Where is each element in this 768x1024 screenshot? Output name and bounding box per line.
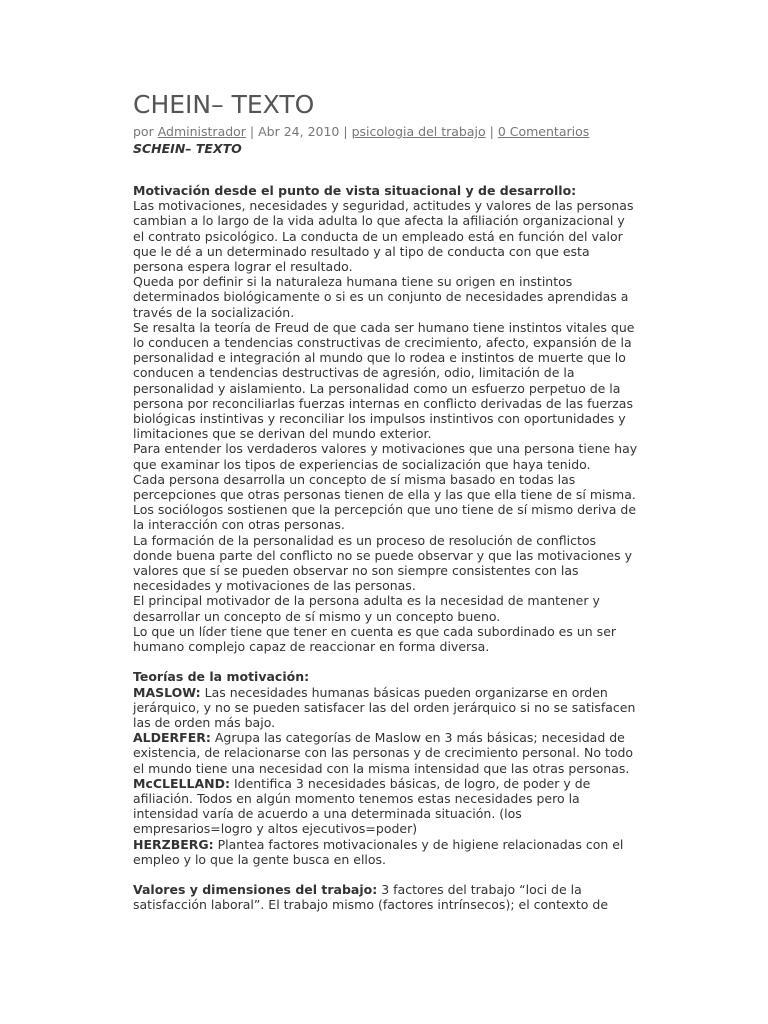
theory-term: ALDERFER:	[133, 730, 211, 746]
post-content	[133, 183, 638, 912]
paragraph: Se resalta la teoría de Freud de que cada ser humano tiene instintos vitales que lo conducen a tendencias constructivas de crecimiento, afecto, expansión de la personalidad e integración al mundo que lo rodea e instintos de muerte que lo conducen a tendencias destructivas de agresión, odio, limitación de la personalidad y aislamiento. La personalidad como un esfuerzo perpetuo de la persona por reconciliarlas fuerzas internas en conflicto derivadas de las fuerzas biológicas instintivas y reconciliar los impulsos instintivos con oportunidades y limitaciones que se derivan del mundo exterior.	[133, 319, 635, 442]
author-link[interactable]: Administrador	[157, 124, 246, 139]
meta-separator: |	[245, 124, 259, 139]
meta-prefix: por	[133, 124, 158, 139]
paragraph: Las motivaciones, necesidades y seguridad, actitudes y valores de las personas cambian a lo largo de la vida adulta lo que afecta la afiliación organizacional y el contrato psicológico. La conducta de un empleado está en función del valor que le dé a un determinado resultado y al tipo de conducta con que esta persona espera lograr el resultado.	[133, 198, 634, 275]
paragraph: Queda por definir si la naturaleza humana tiene su origen en instintos determinados biológicamente o si es un conjunto de necesidades aprendidas a través de la socialización.	[133, 274, 629, 320]
values-paragraph	[133, 882, 638, 912]
paragraph: El principal motivador de la persona adulta es la necesidad de mantener y desarrollar un concepto de sí mismo y un concepto bueno.	[133, 593, 600, 624]
section-heading: Teorías de la motivación:	[133, 669, 310, 685]
meta-separator: |	[485, 124, 498, 139]
paragraph: Lo que un líder tiene que tener en cuenta es que cada subordinado es un ser humano complejo capaz de reaccionar en forma diversa.	[133, 623, 617, 655]
category-link[interactable]: psicologia del trabajo	[351, 124, 486, 139]
paragraph: Los sociólogos sostienen que la percepción que uno tiene de sí mismo deriva de la interacción con otras personas.	[133, 502, 637, 533]
post-date: Abr 24, 2010	[258, 124, 340, 139]
paragraph-text: 3 factores del trabajo “loci de la satisfacción laboral”. El trabajo mismo (factores intrínsecos); el contexto de	[133, 881, 609, 913]
theory-term: MASLOW:	[133, 684, 201, 700]
theory-term: HERZBERG:	[133, 836, 214, 852]
theory-text: Identifica 3 necesidades básicas, de logro, de poder y de afiliación. Todos en algún momento tenemos estas necesidades pero la intensidad varía de acuerdo a una determinada situación. (los empresarios=logro y altos ejecutivos=poder)	[133, 775, 591, 837]
section-heading: Valores y dimensiones del trabajo:	[133, 881, 378, 897]
post-meta	[133, 123, 589, 141]
theory-item	[133, 685, 638, 731]
post-title: CHEIN– TEXTO	[133, 90, 315, 119]
paragraph: Cada persona desarrolla un concepto de sí misma basado en todas las percepciones que otras personas tienen de ella y las que ella tiene de sí misma.	[133, 471, 636, 503]
theory-item	[133, 837, 638, 867]
theory-text: Las necesidades humanas básicas pueden organizarse en orden jerárquico, y no se pueden satisfacer las del orden jerárquico si no se satisfacen las de orden más bajo.	[133, 684, 636, 730]
theory-text: Agrupa las categorías de Maslow en 3 más básicas; necesidad de existencia, de relacionarse con las personas y de crecimiento personal. No todo el mundo tiene una necesidad con la misma intensidad que las otras personas.	[133, 730, 634, 776]
theory-item	[133, 776, 638, 837]
spacer	[133, 654, 638, 669]
spacer	[133, 867, 638, 882]
paragraph: Para entender los verdaderos valores y motivaciones que una persona tiene hay que examinar los tipos de experiencias de socialización que haya tenido.	[133, 441, 638, 472]
theory-text: Plantea factores motivacionales y de higiene relacionadas con el empleo y lo que la gente busca en ellos.	[133, 836, 624, 867]
paragraph: La formación de la personalidad es un proceso de resolución de conflictos donde buena parte del conflicto no se puede observar y que las motivaciones y valores que sí se pueden observar no son siempre consistentes con las necesidades y motivaciones de las personas.	[133, 532, 632, 594]
comments-link[interactable]: 0 Comentarios	[497, 124, 590, 139]
theory-term: McCLELLAND:	[133, 775, 230, 791]
section-heading: Motivación desde el punto de vista situacional y de desarrollo:	[133, 183, 577, 198]
post-subtitle: SCHEIN– TEXTO	[133, 141, 242, 156]
meta-separator: |	[339, 124, 352, 139]
theory-item	[133, 730, 638, 776]
